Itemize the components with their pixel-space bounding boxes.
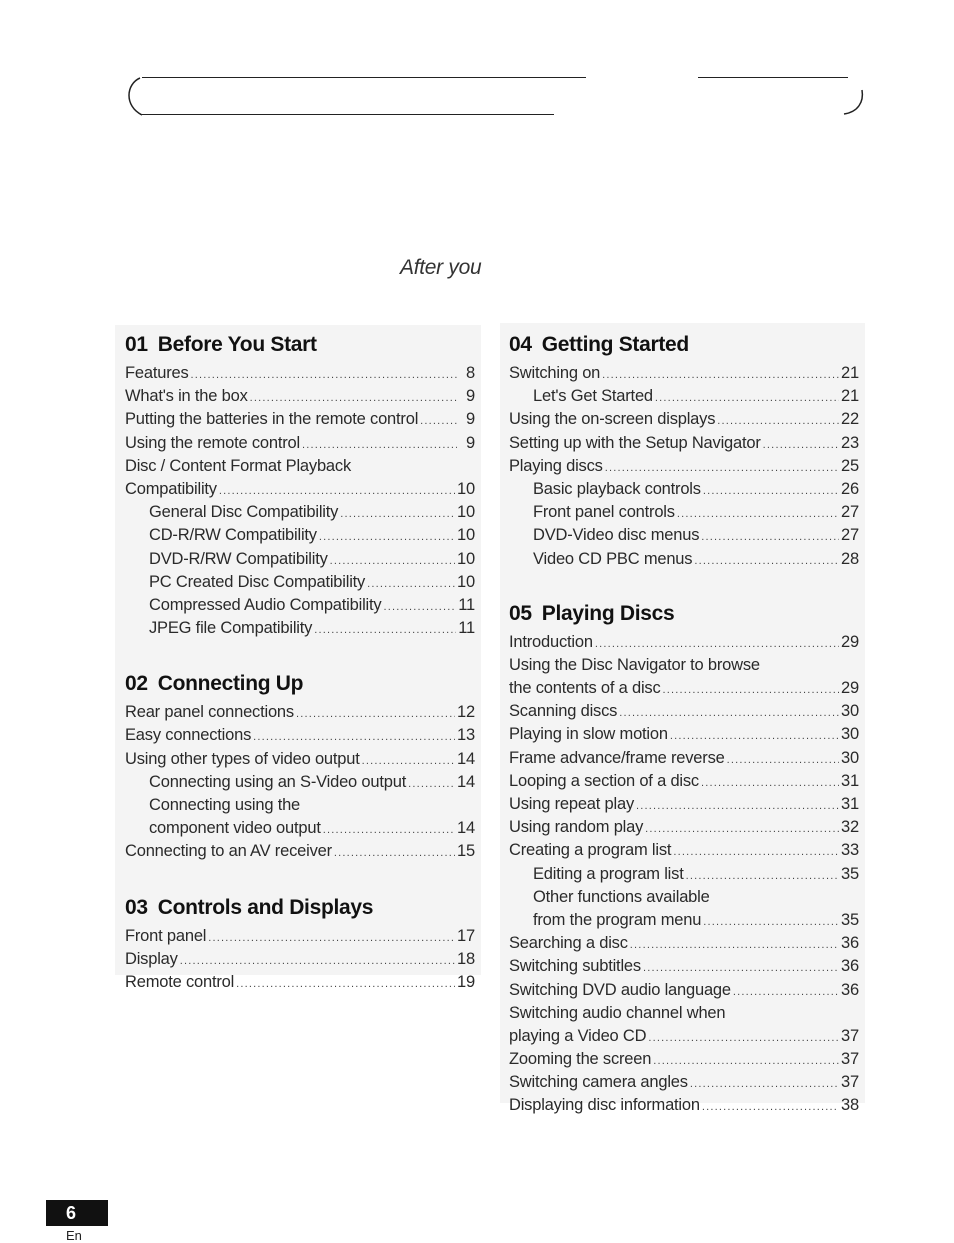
toc-entry-page: 21: [841, 364, 859, 382]
toc-entry-page: 12: [457, 703, 475, 722]
toc-entry-page: 36: [841, 980, 859, 999]
toc-entry[interactable]: [118, 385, 475, 408]
toc-entry-page: 8: [466, 364, 475, 382]
dot-leader: [605, 457, 839, 480]
toc-entry-title: Switching camera angles: [509, 1073, 688, 1092]
dot-leader: [340, 503, 455, 526]
toc-entry[interactable]: [502, 979, 859, 1002]
toc-entry[interactable]: [502, 839, 859, 862]
dot-leader: [686, 865, 839, 888]
dot-leader: [323, 819, 455, 842]
toc-entry[interactable]: [502, 385, 859, 408]
section-playing-discs: [502, 597, 859, 1118]
toc-entry-title: Setting up with the Setup Navigator: [509, 433, 761, 452]
header-right-bracket: [838, 88, 868, 118]
toc-entry[interactable]: [118, 548, 475, 571]
toc-entry[interactable]: [502, 1048, 859, 1071]
dot-leader: [733, 981, 839, 1004]
header-rule-top-left: [142, 77, 586, 78]
toc-entry-page: 9: [466, 410, 475, 429]
dot-leader: [334, 842, 455, 865]
toc-entry-title: Front panel: [125, 926, 207, 945]
toc-entry-page: 22: [841, 410, 859, 429]
toc-entry-title: Disc / Content Format Playback: [125, 456, 351, 475]
toc-entry-title: from the program menu: [533, 910, 702, 929]
dot-leader: [677, 503, 839, 526]
toc-entry[interactable]: [118, 840, 475, 863]
toc-entry-page: 10: [457, 526, 475, 545]
toc-entry-title: Using the remote control: [125, 433, 300, 452]
toc-entry-page: 18: [457, 949, 475, 968]
toc-right-column: [502, 328, 859, 1118]
toc-entry[interactable]: [502, 1025, 859, 1048]
toc-entry[interactable]: [502, 932, 859, 955]
toc-entry[interactable]: [502, 455, 859, 478]
toc-left-column: [118, 328, 475, 994]
toc-entry-page: 13: [457, 726, 475, 745]
dot-leader: [630, 934, 839, 957]
dot-leader: [763, 434, 839, 457]
toc-entry-title: Switching subtitles: [509, 957, 641, 976]
toc-entry-title: Basic playback controls: [533, 479, 701, 498]
toc-entry-page: 30: [841, 702, 859, 721]
dot-leader: [670, 725, 839, 748]
dot-leader: [253, 726, 455, 749]
dot-leader: [701, 526, 839, 549]
toc-entry[interactable]: [118, 594, 475, 617]
toc-entry-title: Switching DVD audio language: [509, 980, 731, 999]
toc-entry-title: Using other types of video output: [125, 749, 360, 768]
toc-entry-page: 9: [466, 433, 475, 452]
toc-entry-page: 14: [457, 772, 475, 791]
toc-entry-page: 10: [457, 572, 475, 591]
dot-leader: [236, 973, 455, 996]
dot-leader: [302, 434, 457, 457]
page-number-badge: 6: [46, 1200, 108, 1226]
toc-entry[interactable]: [502, 631, 859, 654]
toc-entry-page: 36: [841, 957, 859, 976]
toc-entry[interactable]: [118, 617, 475, 640]
toc-entry[interactable]: [118, 925, 475, 948]
toc-entry[interactable]: [502, 955, 859, 978]
dot-leader: [219, 480, 455, 503]
dot-leader: [619, 702, 839, 725]
section-title: Playing Discs: [541, 601, 675, 625]
toc-entry-page: 37: [841, 1026, 859, 1045]
toc-entry[interactable]: [118, 455, 475, 478]
toc-entry[interactable]: [502, 909, 859, 932]
toc-entry-page: 9: [466, 387, 475, 406]
toc-entry-title: Playing discs: [509, 456, 603, 475]
dot-leader: [383, 596, 456, 619]
toc-entry-page: 36: [841, 934, 859, 953]
toc-entry-page: 11: [458, 595, 475, 614]
toc-entry-title: Switching audio channel when: [509, 1003, 726, 1022]
section-number: 04: [509, 333, 532, 356]
section-before-you-start: [118, 328, 475, 640]
dot-leader: [703, 911, 839, 934]
toc-entry-title: Using the Disc Navigator to browse: [509, 655, 760, 674]
dot-leader: [703, 480, 839, 503]
dot-leader: [180, 950, 455, 973]
toc-entry-title: Introduction: [509, 632, 593, 651]
language-code: En: [66, 1228, 82, 1243]
section-heading: [502, 597, 859, 631]
toc-entry[interactable]: [502, 478, 859, 501]
section-title: Connecting Up: [157, 672, 304, 696]
dot-leader: [645, 818, 839, 841]
toc-entry-page: 10: [457, 479, 475, 498]
toc-entry[interactable]: [118, 408, 475, 431]
toc-entry[interactable]: [118, 432, 475, 455]
dot-leader: [701, 772, 839, 795]
toc-entry-title: Display: [125, 949, 178, 968]
toc-entry-title: the contents of a disc: [509, 679, 661, 698]
toc-entry-page: 35: [841, 910, 859, 929]
toc-entry-page: 21: [841, 387, 859, 406]
dot-leader: [648, 1027, 839, 1050]
toc-entry[interactable]: [118, 571, 475, 594]
toc-entry[interactable]: [502, 408, 859, 431]
toc-entry[interactable]: [502, 432, 859, 455]
dot-leader: [653, 1050, 839, 1073]
toc-entry[interactable]: [118, 701, 475, 724]
toc-entry[interactable]: [502, 770, 859, 793]
toc-entry-page: 14: [457, 819, 475, 838]
toc-entry-title: Playing in slow motion: [509, 725, 668, 744]
toc-entry[interactable]: [502, 863, 859, 886]
section-heading: [118, 667, 475, 701]
section-controls-and-displays: [118, 891, 475, 995]
header-rule-bottom: [140, 114, 554, 115]
section-number: 03: [125, 895, 148, 919]
dot-leader: [636, 795, 839, 818]
toc-entry-title: Zooming the screen: [509, 1050, 652, 1069]
toc-entry-title: PC Created Disc Compatibility: [149, 572, 366, 591]
header-left-bracket: [118, 76, 148, 118]
toc-entry[interactable]: [118, 362, 475, 385]
header-rule-top-right: [698, 77, 848, 78]
toc-entry-title: Using random play: [509, 818, 644, 837]
page-subtitle: After you: [400, 256, 482, 279]
toc-entry-title: Rear panel connections: [125, 703, 294, 722]
toc-entry-title: Let's Get Started: [533, 387, 653, 406]
toc-entry-page: 29: [841, 632, 859, 651]
toc-entry-page: 37: [841, 1073, 859, 1092]
dot-leader: [702, 1096, 839, 1119]
toc-entry-page: 30: [841, 748, 859, 767]
dot-leader: [314, 619, 456, 642]
toc-entry[interactable]: [502, 524, 859, 547]
toc-entry-title: Searching a disc: [509, 934, 628, 953]
section-title: Controls and Displays: [157, 895, 374, 919]
toc-entry-title: CD-R/RW Compatibility: [149, 526, 317, 545]
toc-entry-title: Compressed Audio Compatibility: [149, 595, 382, 614]
toc-entry-page: 27: [841, 526, 859, 545]
toc-entry-page: 26: [841, 479, 859, 498]
toc-entry-title: playing a Video CD: [509, 1026, 647, 1045]
toc-entry[interactable]: [502, 747, 859, 770]
toc-entry-page: 10: [457, 549, 475, 568]
section-connecting-up: [118, 667, 475, 863]
toc-entry-title: Putting the batteries in the remote control: [125, 410, 419, 429]
section-heading: [502, 328, 859, 362]
dot-leader: [717, 410, 839, 433]
dot-leader: [191, 364, 457, 387]
toc-entry[interactable]: [502, 816, 859, 839]
toc-entry[interactable]: [118, 948, 475, 971]
dot-leader: [319, 526, 455, 549]
toc-entry[interactable]: [118, 724, 475, 747]
dot-leader: [602, 364, 839, 387]
toc-entry-title: Easy connections: [125, 726, 252, 745]
toc-entry[interactable]: [502, 362, 859, 385]
toc-entry-title: What's in the box: [125, 387, 248, 406]
section-number: 02: [125, 672, 148, 696]
dot-leader: [208, 927, 455, 950]
toc-entry-page: 23: [841, 433, 859, 452]
toc-entry-title: Other functions available: [533, 887, 710, 906]
section-title: Getting Started: [541, 333, 689, 356]
toc-entry-page: 32: [841, 818, 859, 837]
toc-entry-page: 31: [841, 771, 859, 790]
toc-entry-title: Switching on: [509, 364, 601, 382]
toc-entry[interactable]: [502, 654, 859, 677]
toc-entry-title: DVD-R/RW Compatibility: [149, 549, 328, 568]
toc-entry-title: Video CD PBC menus: [533, 549, 693, 568]
toc-entry[interactable]: [502, 723, 859, 746]
toc-entry[interactable]: [118, 524, 475, 547]
dot-leader: [250, 387, 457, 410]
toc-entry[interactable]: [118, 748, 475, 771]
toc-entry-page: 27: [841, 503, 859, 522]
toc-entry-title: Using repeat play: [509, 795, 635, 813]
dot-leader: [673, 841, 839, 864]
toc-entry[interactable]: [502, 886, 859, 909]
section-getting-started: [502, 328, 859, 571]
toc-entry-title: Editing a program list: [533, 864, 684, 883]
toc-entry[interactable]: [118, 817, 475, 840]
toc-entry[interactable]: [502, 548, 859, 571]
toc-entry[interactable]: [118, 478, 475, 501]
section-number: 05: [509, 601, 532, 625]
toc-entry-title: Compatibility: [125, 479, 217, 498]
dot-leader: [663, 679, 840, 702]
section-heading: [118, 328, 475, 362]
toc-entry-page: 25: [841, 456, 859, 475]
toc-entry[interactable]: [502, 793, 859, 816]
toc-entry[interactable]: [502, 1094, 859, 1117]
toc-entry-page: 38: [841, 1096, 859, 1115]
toc-entry-title: General Disc Compatibility: [149, 503, 339, 522]
toc-entry-page: 31: [841, 795, 859, 813]
toc-entry[interactable]: [502, 677, 859, 700]
toc-entry-title: Scanning discs: [509, 702, 618, 721]
dot-leader: [690, 1073, 839, 1096]
toc-entry-title: Creating a program list: [509, 841, 672, 860]
dot-leader: [643, 957, 839, 980]
toc-entry-title: component video output: [149, 819, 321, 838]
toc-entry[interactable]: [502, 700, 859, 723]
dot-leader: [367, 573, 455, 596]
section-heading: [118, 891, 475, 925]
toc-entry-title: Using the on-screen displays: [509, 410, 716, 429]
dot-leader: [727, 749, 839, 772]
toc-entry-page: 33: [841, 841, 859, 860]
dot-leader: [330, 550, 455, 573]
dot-leader: [595, 633, 839, 656]
toc-entry-title: Connecting using an S-Video output: [149, 772, 407, 791]
dot-leader: [362, 750, 455, 773]
toc-entry[interactable]: [118, 771, 475, 794]
toc-entry-title: Connecting to an AV receiver: [125, 842, 332, 861]
toc-entry-page: 28: [841, 549, 859, 568]
toc-entry-page: 14: [457, 749, 475, 768]
toc-entry-page: 30: [841, 725, 859, 744]
toc-entry-title: Displaying disc information: [509, 1096, 700, 1115]
toc-entry-page: 17: [457, 926, 475, 945]
dot-leader: [408, 773, 455, 796]
toc-entry[interactable]: [118, 501, 475, 524]
toc-entry-page: 15: [457, 842, 475, 861]
toc-entry[interactable]: [502, 1002, 859, 1025]
toc-entry-title: Frame advance/frame reverse: [509, 748, 725, 767]
toc-entry-page: 10: [457, 503, 475, 522]
toc-entry[interactable]: [118, 971, 475, 994]
toc-entry-page: 37: [841, 1050, 859, 1069]
toc-entry-title: DVD-Video disc menus: [533, 526, 700, 545]
toc-entry-title: JPEG file Compatibility: [149, 619, 313, 638]
toc-entry[interactable]: [502, 1071, 859, 1094]
toc-entry-page: 35: [841, 864, 859, 883]
section-number: 01: [125, 333, 148, 356]
dot-leader: [296, 703, 455, 726]
toc-entry[interactable]: [118, 794, 475, 817]
section-title: Before You Start: [157, 333, 317, 356]
dot-leader: [655, 387, 839, 410]
toc-entry[interactable]: [502, 501, 859, 524]
toc-entry-title: Looping a section of a disc: [509, 771, 699, 790]
toc-entry-title: Connecting using the: [149, 796, 301, 814]
dot-leader: [420, 410, 457, 433]
toc-entry-title: Features: [125, 364, 189, 382]
toc-entry-page: 11: [458, 619, 475, 638]
toc-entry-title: Remote control: [125, 972, 235, 991]
dot-leader: [694, 550, 839, 573]
toc-entry-page: 29: [841, 679, 859, 698]
toc-entry-title: Front panel controls: [533, 503, 675, 522]
toc-entry-page: 19: [457, 972, 475, 991]
